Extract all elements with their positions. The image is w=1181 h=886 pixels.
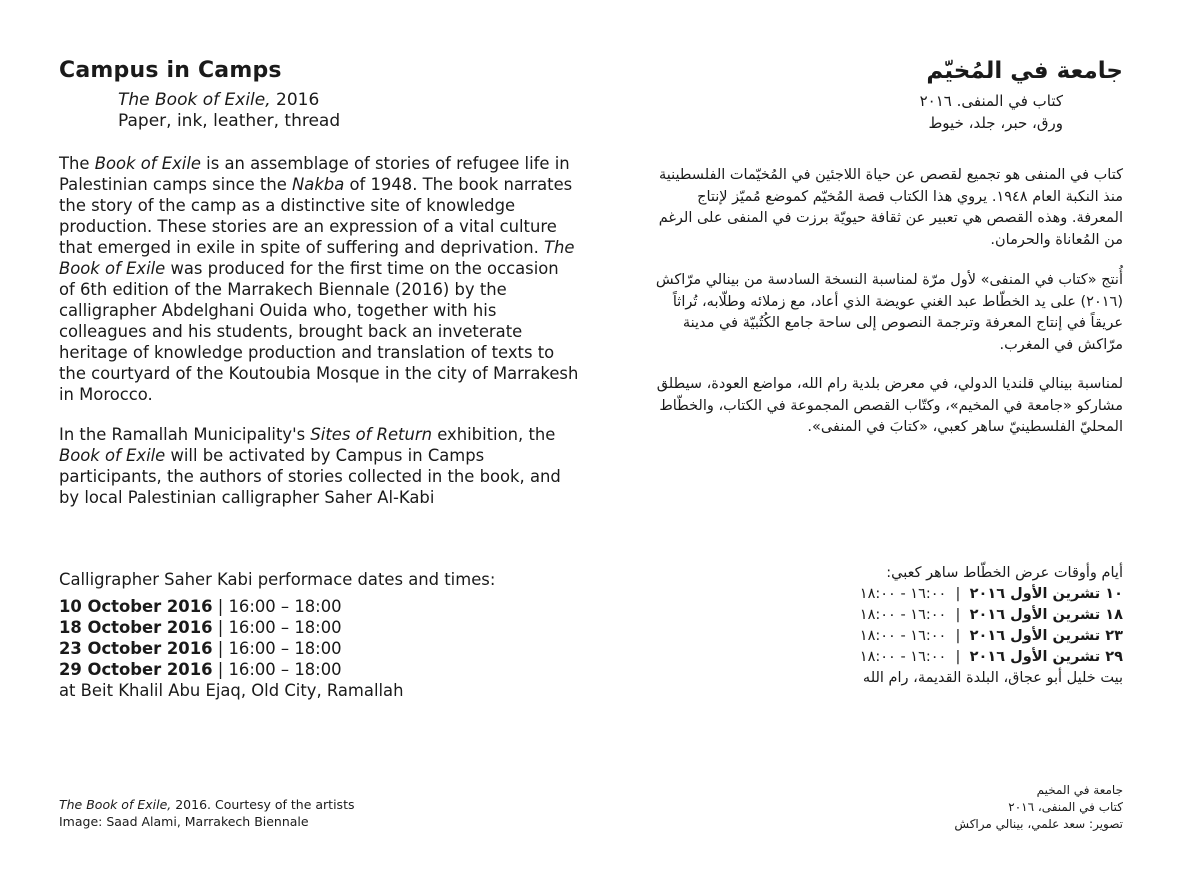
caption-rest: 2016. Courtesy of the artists	[171, 797, 355, 812]
english-dates-heading: Calligrapher Saher Kabi performace dates and times:	[59, 570, 496, 589]
arabic-paragraph-2: أُنتج «كتاب في المنفى» لأول مرّة لمناسبة النسخة السادسة من بينالي مرّاكش (٢٠١٦) على يد الخطّاط عبد الغني عويضة الذي أعاد، مع زملائه وطلّابه، تُراثاً عريقاً في إنتاج المعرفة وترجمة النصوص إلى ساحة جامع الكُتُبيّة في مدينة مرّاكش في المغرب.	[655, 272, 1123, 353]
caption-line-2: Image: Saad Alami, Marrakech Biennale	[59, 813, 309, 829]
arabic-location: بيت خليل أبو عجاق، البلدة القديمة، رام الله	[862, 670, 1123, 686]
arabic-date-row	[603, 584, 1123, 605]
arabic-caption-line-1: جامعة في المخيم	[1036, 783, 1123, 797]
english-date-row	[59, 617, 579, 638]
english-image-caption	[59, 797, 579, 830]
time: | 16:00 – 18:00	[212, 618, 342, 637]
italic-text: Nakba	[292, 175, 345, 194]
artwork-title: The Book of Exile,	[118, 90, 271, 110]
date: ٢٣ تشرين الأول ٢٠١٦	[969, 628, 1123, 644]
arabic-caption-line-3: تصوير: سعد علمي، بينالي مراكش	[954, 817, 1123, 831]
italic-text: Book of Exile	[59, 446, 166, 465]
date: 23 October 2016	[59, 639, 213, 658]
english-paragraph-1	[59, 153, 579, 405]
arabic-paragraph-3: لمناسبة بينالي قلنديا الدولي، في معرض بلدية رام الله، مواضع العودة، سيطلق مشاركو «جامعة في المخيم»، وكتّاب القصص المجموعة في الكتاب، والخطّاط المحليّ الفلسطينيّ ساهر كعبي، «كتابَ في المنفى».	[656, 376, 1123, 435]
arabic-paragraph-1: كتاب في المنفى هو تجميع لقصص عن حياة اللاجئين في المُخيّمات الفلسطينية منذ النكبة العام ١٩٤٨. يروي هذا الكتاب قصة المُخيّم كموضع مُميّز لإنتاج المعرفة. وهذه القصص هي تعبير عن ثقافة حيويّة برزت في المنفى على الرغم من المُعاناة والحرمان.	[658, 167, 1123, 248]
arabic-dates-block	[603, 563, 1123, 689]
time: | ١٦:٠٠ - ١٨:٠٠	[859, 649, 970, 665]
text-run: is an assemblage of stories of refugee life in Palestinian camps since the	[59, 154, 570, 194]
text-run: The	[59, 154, 95, 173]
time: | 16:00 – 18:00	[212, 639, 342, 658]
date: ١٠ تشرين الأول ٢٠١٦	[969, 586, 1123, 602]
date: ٢٩ تشرين الأول ٢٠١٦	[969, 649, 1123, 665]
arabic-date-row	[603, 626, 1123, 647]
time: | ١٦:٠٠ - ١٨:٠٠	[859, 628, 970, 644]
italic-text: Book of Exile	[94, 154, 201, 173]
date: 29 October 2016	[59, 660, 213, 679]
text-run: will be activated by Campus in Camps participants, the authors of stories collected in the book, and by local Palestinian calligrapher Saher Al-Kabi	[59, 446, 561, 507]
italic-text: The Book of Exile	[59, 238, 575, 278]
date: 18 October 2016	[59, 618, 213, 637]
arabic-title: جامعة في المُخيّم	[926, 58, 1123, 84]
arabic-artwork-info	[543, 90, 1063, 134]
english-dates-block	[59, 569, 579, 701]
english-date-row	[59, 596, 579, 617]
italic-text: Sites of Return	[310, 425, 433, 444]
time: | 16:00 – 18:00	[212, 660, 342, 679]
english-paragraph-2	[59, 424, 579, 508]
arabic-dates-heading: أيام وأوقات عرض الخطّاط ساهر كعبي:	[886, 565, 1123, 581]
caption-title: The Book of Exile,	[59, 797, 172, 812]
arabic-date-row	[603, 605, 1123, 626]
english-date-row	[59, 638, 579, 659]
arabic-artwork-materials: ورق، حبر، جلد، خيوط	[928, 114, 1063, 132]
english-title: Campus in Camps	[59, 58, 282, 83]
arabic-date-row	[603, 647, 1123, 668]
text-run: of 1948. The book narrates the story of the camp as a distinctive site of knowledge production. These stories are an expression of a vital culture that emerged in exile in spite of suffering and deprivation.	[59, 175, 573, 257]
date: ١٨ تشرين الأول ٢٠١٦	[969, 607, 1123, 623]
text-run: exhibition, the	[432, 425, 556, 444]
artwork-materials: Paper, ink, leather, thread	[118, 111, 341, 131]
arabic-image-caption	[603, 782, 1123, 833]
time: | ١٦:٠٠ - ١٨:٠٠	[859, 586, 970, 602]
arabic-caption-line-2: كتاب في المنفى، ٢٠١٦	[1008, 800, 1123, 814]
arabic-artwork-title: كتاب في المنفى. ٢٠١٦	[919, 92, 1063, 110]
english-location: at Beit Khalil Abu Ejaq, Old City, Ramallah	[59, 681, 404, 700]
time: | 16:00 – 18:00	[212, 597, 342, 616]
caption-line-1	[59, 797, 579, 814]
text-run: was produced for the first time on the occasion of 6th edition of the Marrakech Biennale (2016) by the calligrapher Abdelghani Ouida who, together with his colleagues and his students, brought back an inveterate heritage of knowledge production and translation of texts to the courtyard of the Koutoubia Mosque in the city of Marrakesh in Morocco.	[59, 259, 579, 404]
date: 10 October 2016	[59, 597, 213, 616]
text-run: In the Ramallah Municipality's	[59, 425, 311, 444]
time: | ١٦:٠٠ - ١٨:٠٠	[859, 607, 970, 623]
english-date-row	[59, 659, 579, 680]
artwork-year: 2016	[270, 90, 320, 110]
